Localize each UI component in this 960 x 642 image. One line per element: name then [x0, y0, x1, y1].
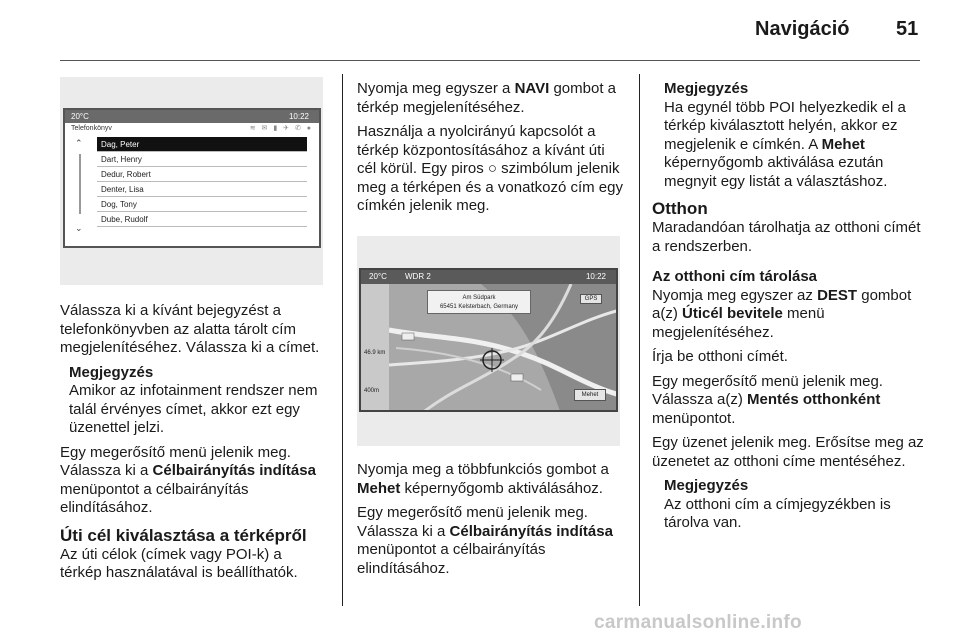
contact-item: Denter, Lisa	[97, 182, 307, 197]
contact-list	[97, 137, 307, 227]
note-text: Amikor az infotainment rendszer nem talál érvényes címet, akkor ezt egy üzenettel jelzi.	[69, 382, 318, 436]
button-reference: Mehet	[357, 479, 401, 497]
column-2	[357, 80, 627, 222]
distance-readout: 46.9 km	[364, 350, 386, 356]
phonebook-title-bar	[65, 123, 319, 135]
contact-item: Dedur, Robert	[97, 167, 307, 182]
note-box	[652, 477, 924, 533]
menu-item-reference: Célbairányítás indítása	[449, 522, 613, 540]
paragraph: Nyomja meg egyszer a NAVI gombot a térkép megjelenítéséhez.	[357, 80, 617, 116]
paragraph: Írja be otthoni címét.	[652, 348, 788, 365]
radio-station: WDR 2	[405, 272, 431, 281]
figure-phonebook	[60, 77, 323, 285]
note-text: Az otthoni cím a címjegyzékben is tárolva van.	[664, 495, 891, 531]
address-label: Am Südpark 65451 Kelsterbach, Germany	[427, 290, 531, 314]
paragraph: Maradandóan tárolhatja az otthoni címét a rendszerben.	[652, 219, 921, 255]
subsection-heading: Az otthoni cím tárolása	[652, 268, 818, 285]
column-divider-right	[639, 74, 640, 606]
note-title: Megjegyzés	[664, 80, 749, 97]
button-reference: NAVI	[514, 80, 550, 97]
paragraph: Az úti célok (címek vagy POI-k) a térkép használatával is beállíthatók.	[60, 545, 298, 581]
temperature: 20°C	[369, 272, 387, 281]
menu-item-reference: Célbairányítás indítása	[152, 462, 316, 479]
status-bar	[65, 110, 319, 123]
paragraph: Egy megerősítő menü jelenik meg. Válassza ki a Célbairányítás indítása menüpontot a célbairányítás elindításához.	[60, 443, 316, 516]
gps-indicator: GPS	[580, 294, 602, 304]
paragraph: Használja a nyolcirányú kapcsolót a térkép központosításához a kívánt úti cél körül. Egy piros ○ szimbólum jelenik meg a térképen és a vonatkozó cím egy címkén jelenik meg.	[357, 123, 623, 214]
page-number: 51	[896, 18, 919, 40]
paragraph: Nyomja meg egyszer az DEST gombot a(z) Úticél bevitele menü megjelenítéséhez.	[652, 286, 912, 341]
menu-item-reference: Mentés otthonként	[747, 391, 881, 408]
header-rule	[60, 60, 920, 61]
button-reference: DEST	[817, 286, 858, 304]
paragraph: Válassza ki a kívánt bejegyzést a telefonkönyvben az alatta tárolt cím megjelenítéséhez. Válassza ki a címet.	[60, 302, 320, 356]
column-divider-left	[342, 74, 343, 606]
scroll-track	[79, 154, 81, 214]
map-screen	[359, 268, 618, 412]
note-box	[652, 80, 924, 191]
contact-item: Dag, Peter	[97, 137, 307, 152]
status-bar	[361, 270, 616, 284]
phonebook-title: Telefonkönyv	[71, 125, 112, 132]
paragraph: Egy üzenet jelenik meg. Erősítse meg az üzenetet az otthoni címe mentéséhez.	[652, 434, 924, 470]
scroll-up-icon: ⌃	[75, 138, 83, 148]
button-reference: Mehet	[821, 135, 865, 153]
note-box	[60, 364, 324, 438]
paragraph: Egy megerősítő menü jelenik meg. Válassza a(z) Mentés otthonként menüpontot.	[652, 372, 883, 427]
menu-reference: Úticél bevitele	[682, 305, 783, 322]
column-1	[60, 302, 324, 589]
note-title: Megjegyzés	[664, 477, 749, 494]
paragraph: Nyomja meg a többfunkciós gombot a Mehet képernyőgomb aktiválásához.	[357, 461, 609, 497]
temperature: 20°C	[71, 112, 89, 121]
clock: 10:22	[585, 272, 606, 281]
clock: 10:22	[288, 112, 309, 121]
section-heading: Úti cél kiválasztása a térképről	[60, 525, 307, 545]
go-button: Mehet	[574, 389, 606, 401]
contact-item: Dart, Henry	[97, 152, 307, 167]
contact-item: Dube, Rudolf	[97, 212, 307, 227]
watermark: carmanualsonline.info	[594, 612, 802, 633]
contact-item: Dog, Tony	[97, 197, 307, 212]
phonebook-screen	[63, 108, 321, 248]
scroll-down-icon: ⌄	[75, 223, 83, 233]
figure-map	[357, 236, 620, 446]
column-3	[652, 80, 924, 539]
paragraph: Egy megerősítő menü jelenik meg. Válassza ki a Célbairányítás indítása menüpontot a célbairányítás elindításához.	[357, 504, 613, 577]
section-heading: Otthon	[652, 199, 708, 218]
note-text: Ha egynél több POI helyezkedik el a térkép kiválasztott helyén, akkor ez megjelenik e címkén. A Mehet képernyőgomb aktiválása ezután megnyit egy listát a választáshoz.	[664, 98, 906, 190]
column-2-lower	[357, 461, 627, 584]
page-header-title: Navigáció	[755, 18, 850, 40]
map-scale: 400m	[364, 388, 380, 394]
note-title: Megjegyzés	[69, 363, 154, 381]
status-icons: ≋ ✉ ▮ ✈ ✆ ●	[249, 125, 313, 132]
